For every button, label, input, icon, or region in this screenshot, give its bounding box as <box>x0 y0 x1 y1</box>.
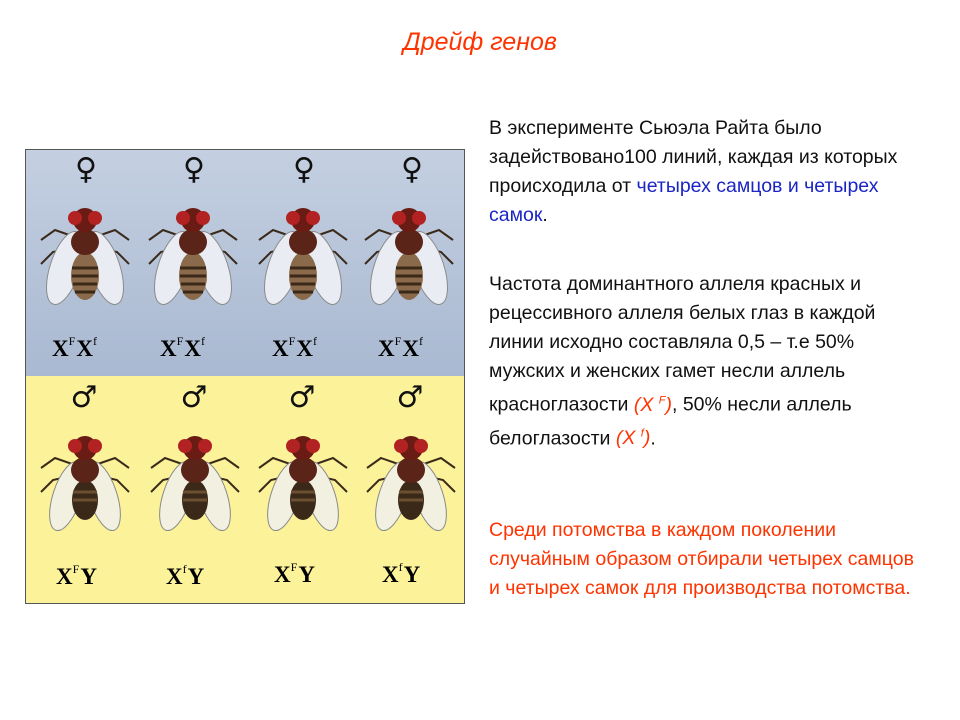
male-fly-cell <box>30 376 140 603</box>
female-fly-cell <box>354 150 464 376</box>
fruit-fly-male-icon <box>35 420 135 540</box>
male-symbol-icon: ♂ <box>288 380 316 415</box>
fruit-fly-female-icon <box>253 192 353 312</box>
male-fly-cell <box>140 376 250 603</box>
male-symbol-icon: ♂ <box>70 380 98 415</box>
male-genotype-label: $X^fY$ <box>382 560 421 587</box>
female-symbol-icon: ♀ <box>183 152 205 187</box>
female-fly-cell <box>30 150 140 376</box>
male-genotype-label: $X^fY$ <box>166 562 205 589</box>
paragraph-experiment <box>489 114 929 230</box>
female-genotype-label: $X^FX^f$ <box>52 334 97 361</box>
fruit-fly-male-icon <box>145 420 245 540</box>
fruit-fly-female-icon <box>143 192 243 312</box>
male-genotype-label: $X^FY$ <box>274 560 315 587</box>
allele-red-eye: (X $^F$) <box>633 393 672 416</box>
male-genotype-label: $X^FY$ <box>56 562 97 589</box>
female-symbol-icon: ♀ <box>401 152 423 187</box>
paragraph-allele-frequency <box>489 270 929 453</box>
fruit-fly-female-icon <box>359 192 459 312</box>
female-genotype-label: $X^FX^f$ <box>160 334 205 361</box>
fruit-fly-male-icon <box>253 420 353 540</box>
paragraph-text: . <box>650 427 656 449</box>
male-symbol-icon: ♂ <box>180 380 208 415</box>
paragraph-text: В эксперименте Сьюэла Райта было задействовано100 линий, каждая из которых происходила от <box>489 117 898 197</box>
female-genotype-label: $X^FX^f$ <box>378 334 423 361</box>
male-fly-cell <box>356 376 465 603</box>
highlight-text: четырех самцов и четырех самок <box>489 175 879 226</box>
female-genotype-label: $X^FX^f$ <box>272 334 317 361</box>
fruit-fly-female-icon <box>35 192 135 312</box>
slide-title: Дрейф генов <box>403 28 557 56</box>
allele-white-eye: (X $^f$) <box>615 427 651 449</box>
fly-illustration-panel <box>25 149 465 604</box>
female-fly-cell <box>248 150 358 376</box>
female-fly-cell <box>138 150 248 376</box>
paragraph-text: , 50% несли аллель белоглазости <box>489 393 852 449</box>
female-symbol-icon: ♀ <box>75 152 97 187</box>
paragraph-text: . <box>542 204 548 226</box>
female-symbol-icon: ♀ <box>293 152 315 187</box>
fruit-fly-male-icon <box>361 420 461 540</box>
male-fly-cell <box>248 376 358 603</box>
paragraph-text: Частота доминантного аллеля красных и рецессивного аллеля белых глаз в каждой линии исходно составляла 0,5 – т.е 50% мужских и женских гамет несли аллель красноглазости <box>489 273 876 416</box>
paragraph-selection: Среди потомства в каждом поколении случайным образом отбирали четырех самцов и четырех самок для производства потомства. <box>489 519 914 599</box>
male-symbol-icon: ♂ <box>396 380 424 415</box>
